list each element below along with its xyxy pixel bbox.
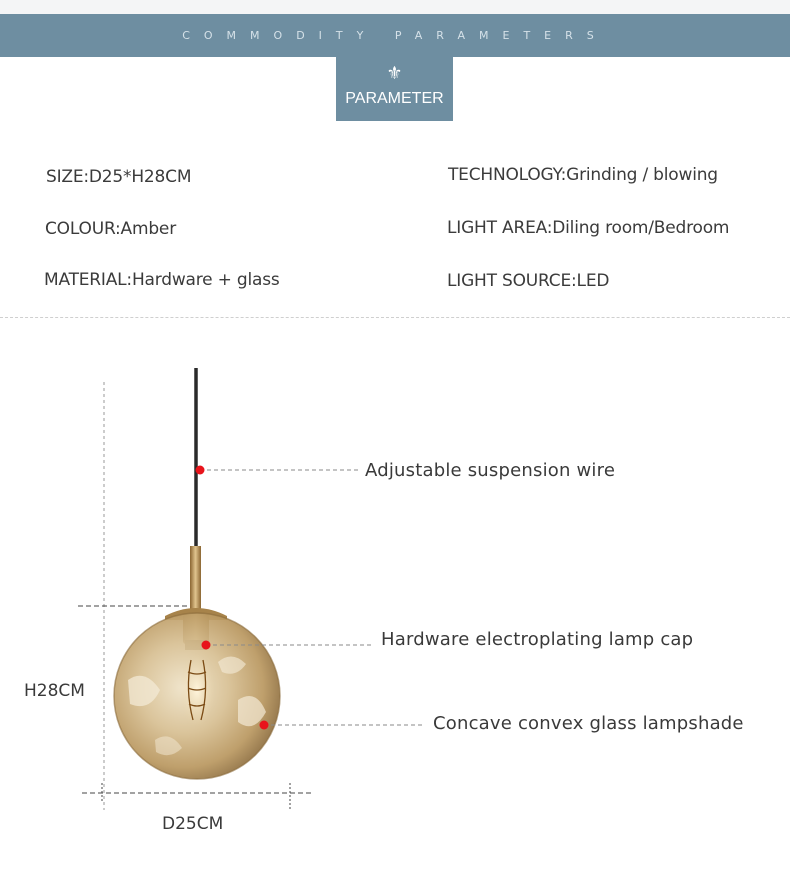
height-label: H28CM <box>24 681 85 701</box>
callout-shade-leader <box>260 721 425 730</box>
callout-shade-label: Concave convex glass lampshade <box>433 713 744 734</box>
param-colour: COLOUR:Amber <box>45 219 176 239</box>
callout-wire-label: Adjustable suspension wire <box>365 460 616 481</box>
param-material: MATERIAL:Hardware + glass <box>44 270 280 290</box>
param-technology: TECHNOLOGY:Grinding / blowing <box>448 165 718 185</box>
parameter-tag-label: PARAMETER <box>345 90 444 107</box>
glass-lampshade <box>114 613 280 779</box>
param-light-area: LIGHT AREA:Diling room/Bedroom <box>447 218 730 238</box>
fleur-de-lis-icon: ⚜ <box>386 63 403 84</box>
callout-cap-label: Hardware electroplating lamp cap <box>381 629 694 650</box>
param-size: SIZE:D25*H28CM <box>46 167 192 187</box>
banner-title: COMMODITY PARAMETERS <box>182 29 608 42</box>
param-light-source: LIGHT SOURCE:LED <box>447 271 610 291</box>
diameter-label: D25CM <box>162 814 224 834</box>
callout-wire-leader <box>196 466 359 475</box>
